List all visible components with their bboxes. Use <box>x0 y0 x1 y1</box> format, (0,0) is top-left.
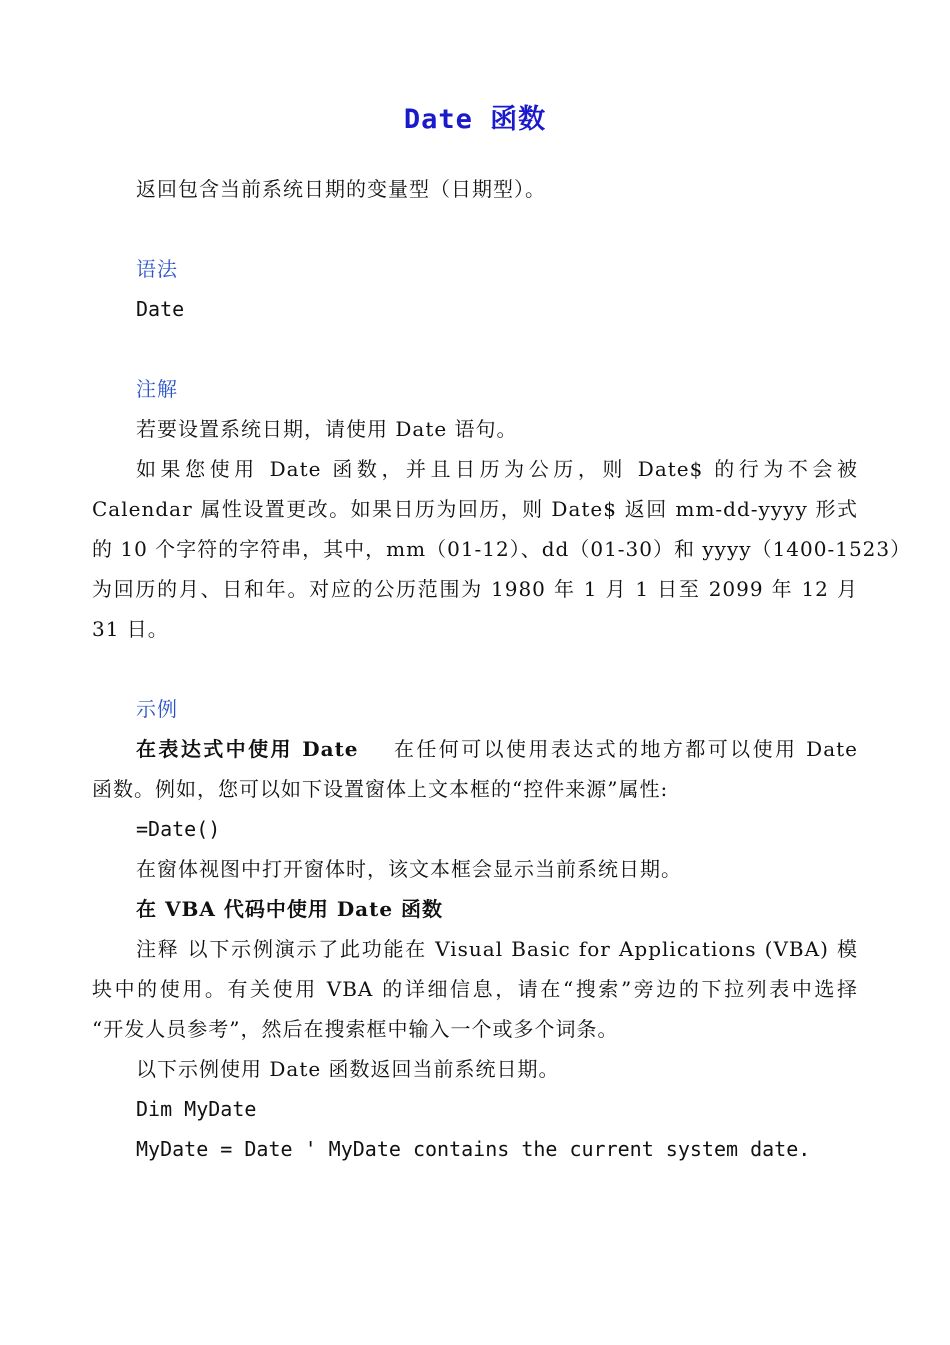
vba-note-line: “开发人员参考”，然后在搜索框中输入一个或多个词条。 <box>92 1017 619 1041</box>
remarks-paragraph-1: 若要设置系统日期，请使用 Date 语句。 <box>136 417 518 441</box>
remarks-paragraph-2-line: 为回历的月、日和年。对应的公历范围为 1980 年 1 月 1 日至 2099 年 12 月 <box>92 577 858 601</box>
vba-note-line: 块中的使用。有关使用 VBA 的详细信息，请在“搜索”旁边的下拉列表中选择 <box>92 977 858 1001</box>
page-title: Date 函数 <box>403 104 547 135</box>
vba-note-line: 注释 以下示例演示了此功能在 Visual Basic for Applications (VBA) 模 <box>136 937 858 961</box>
remarks-paragraph-2-line: 的 10 个字符的字符串，其中，mm（01-12）、dd（01-30）和 yyyy（1400-1523） <box>92 537 912 561</box>
remarks-paragraph-2-line: Calendar 属性设置更改。如果日历为回历，则 Date$ 返回 mm-dd-yyyy 形式 <box>92 497 858 521</box>
expression-code: =Date() <box>136 817 221 841</box>
remarks-paragraph-2-line: 如果您使用 Date 函数，并且日历为公历，则 Date$ 的行为不会被 <box>136 457 858 481</box>
vba-code-line: Dim MyDate <box>136 1097 257 1121</box>
vba-code-line: MyDate = Date ' MyDate contains the current system date. <box>136 1137 811 1161</box>
syntax-code: Date <box>136 297 185 321</box>
example-heading: 示例 <box>136 697 178 721</box>
vba-usage-heading: 在 VBA 代码中使用 Date 函数 <box>136 897 444 921</box>
syntax-heading: 语法 <box>136 257 178 281</box>
remarks-paragraph-2-line: 31 日。 <box>92 617 169 641</box>
expression-usage-text-continued: 函数。例如，您可以如下设置窗体上文本框的“控件来源”属性: <box>92 777 669 801</box>
expression-usage-line <box>136 737 858 761</box>
vba-example-intro: 以下示例使用 Date 函数返回当前系统日期。 <box>136 1057 560 1081</box>
expression-result-text: 在窗体视图中打开窗体时，该文本框会显示当前系统日期。 <box>136 857 682 881</box>
remarks-heading: 注解 <box>136 377 178 401</box>
expression-usage-heading: 在表达式中使用 Date <box>136 737 359 761</box>
intro-text: 返回包含当前系统日期的变量型（日期型）。 <box>136 177 546 201</box>
expression-usage-text: 在任何可以使用表达式的地方都可以使用 Date <box>392 737 858 761</box>
